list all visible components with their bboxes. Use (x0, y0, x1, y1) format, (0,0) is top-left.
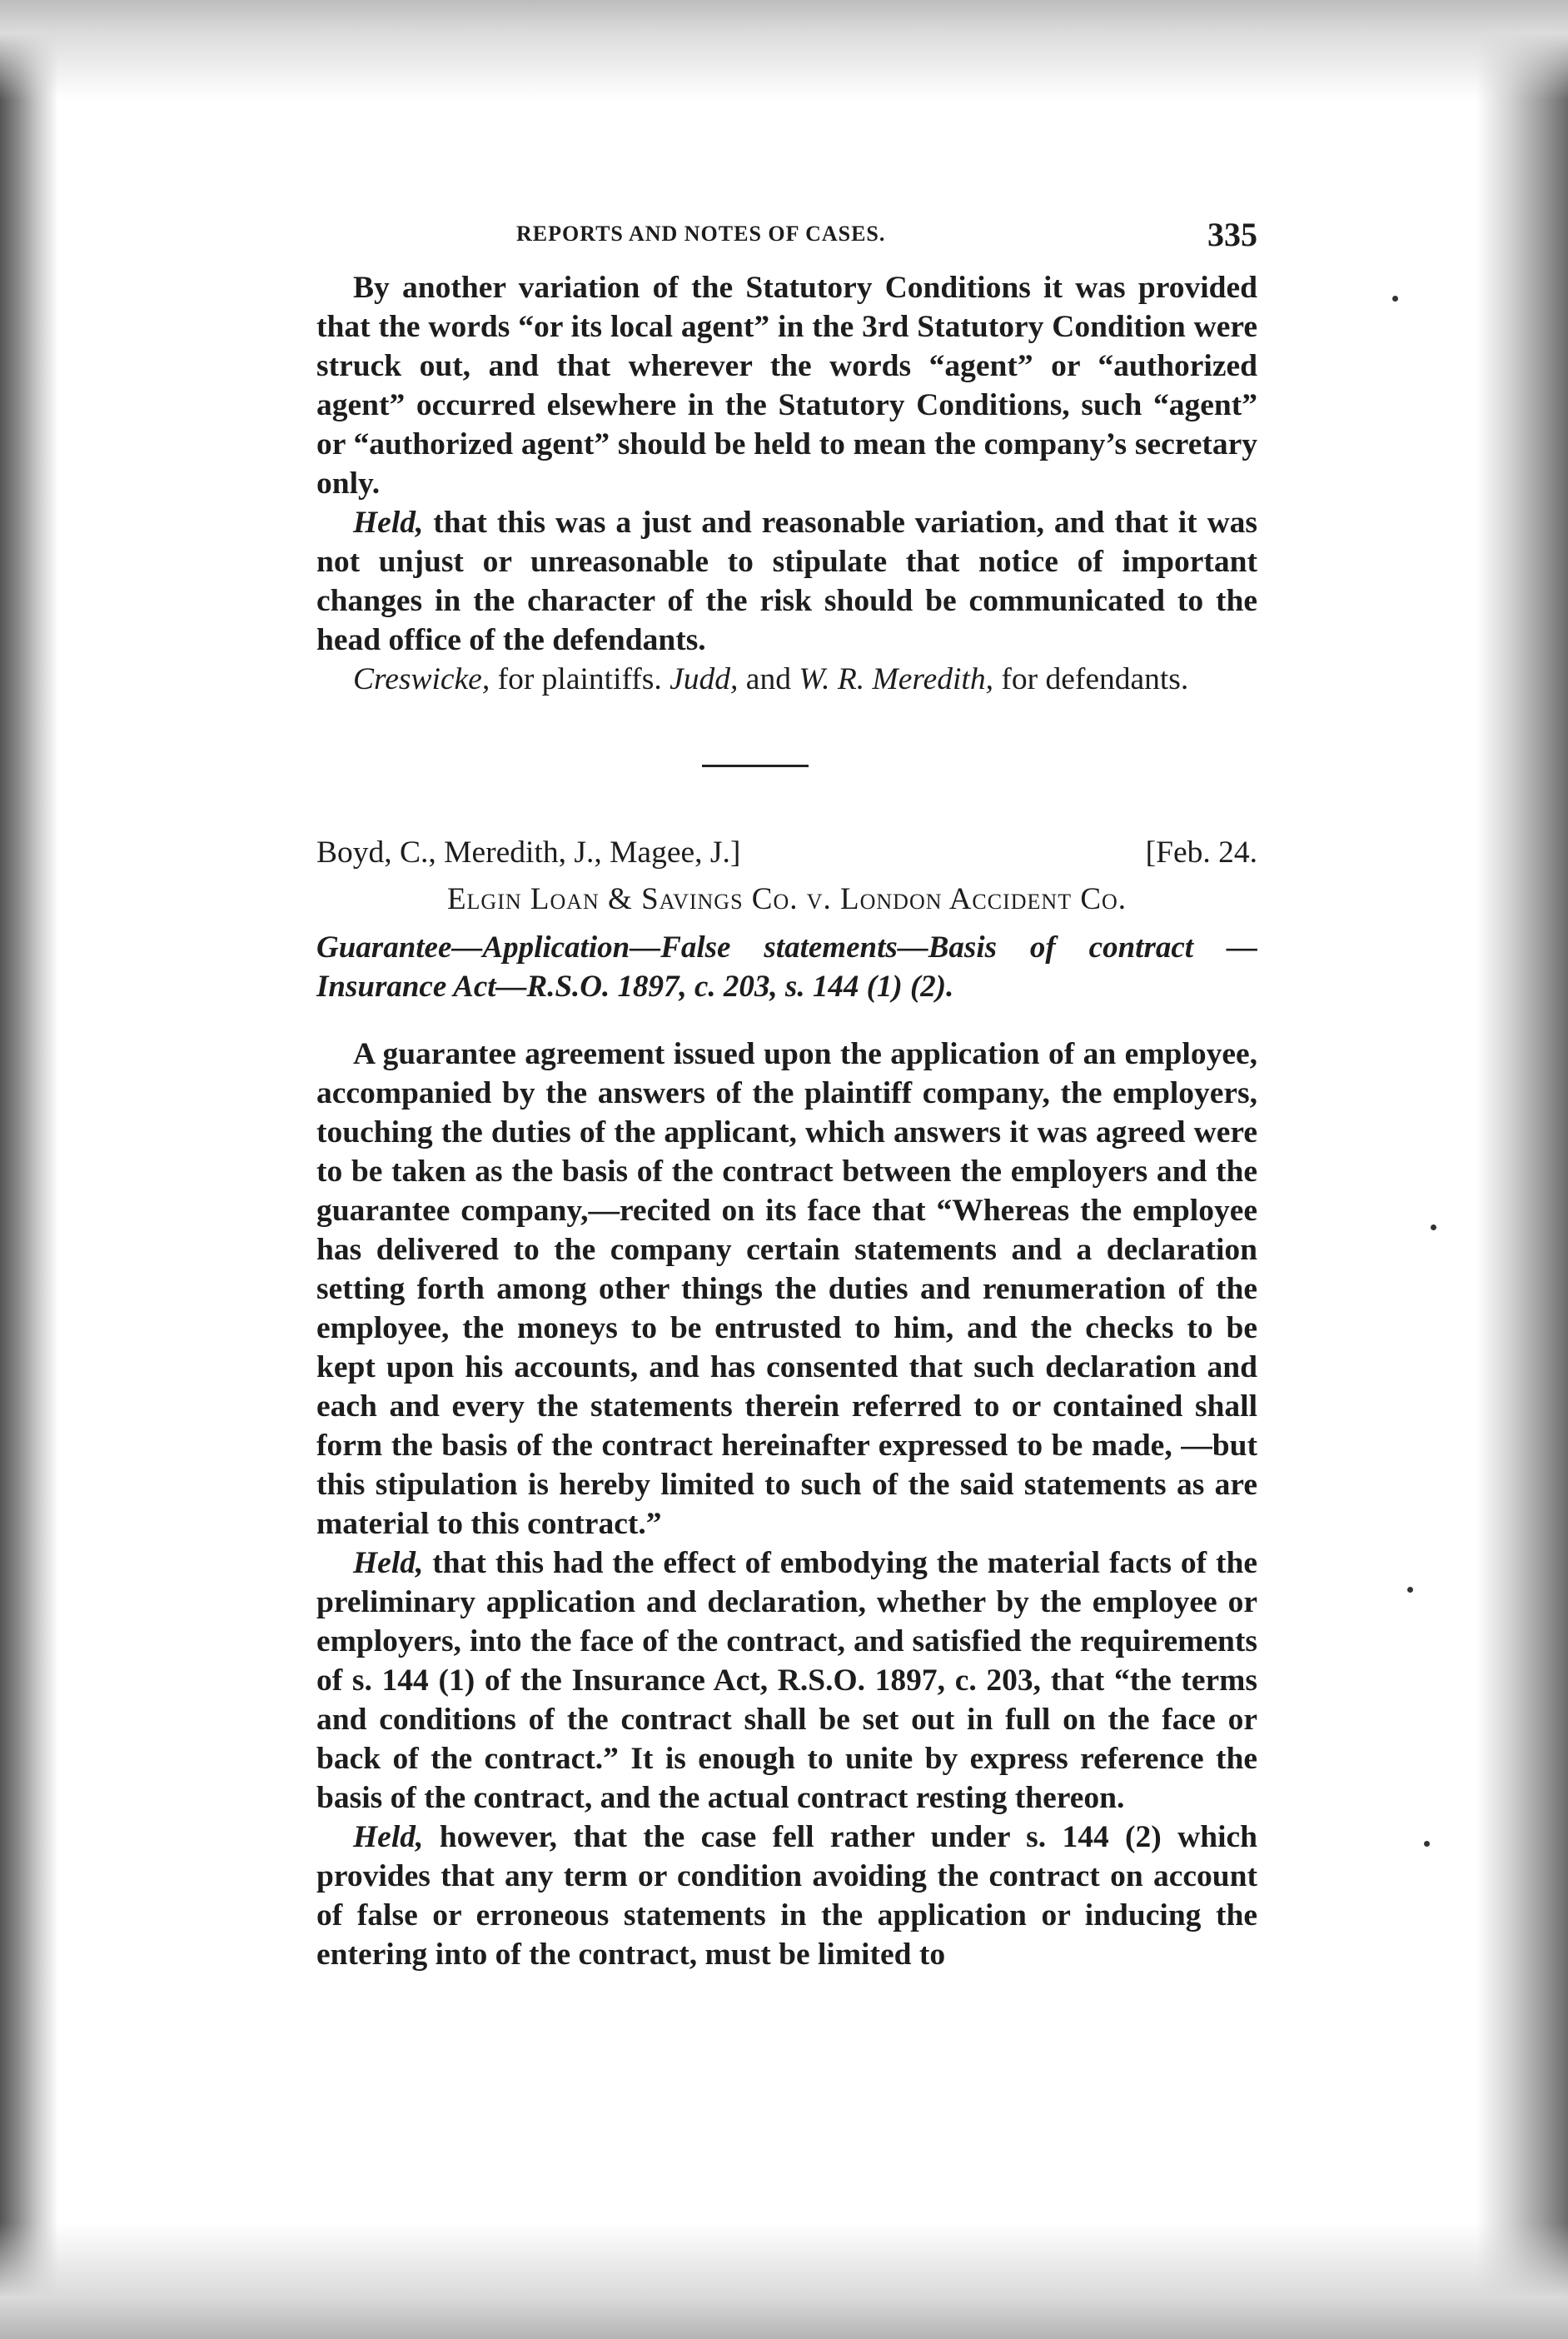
scan-edge-left (0, 0, 58, 2339)
case-date: [Feb. 24. (1145, 835, 1257, 870)
held-text: that this was a just and reasonable variation, and that it was not unjust or unreasonable to stipulate that notice of important changes in the character of the risk should be communicated to the head office of the defendants. (316, 506, 1257, 657)
scan-speck (1424, 1841, 1430, 1847)
case-held (316, 1818, 1257, 1974)
prior-case-text (316, 268, 1257, 699)
counsel-line (316, 660, 1257, 699)
case-bench: Boyd, C., Meredith, J., Magee, J.] (316, 835, 741, 870)
held-text: however, that the case fell rather under s. 144 (2) which provides that any term or condition avoiding the contract on account of false or erroneous statements in the application or inducing the entering into of the contract, must be limited to (316, 1820, 1257, 1972)
prior-case-paragraph: By another variation of the Statutory Conditions it was provided that the words “or its local agent” in the 3rd Statutory Condition were struck out, and that wherever the words “agent” or “authorized agent” occurred elsewhere in the Statutory Conditions, such “agent” or “authorized agent” should be held to mean the company’s secretary only. (316, 271, 1257, 501)
case-name: Elgin Loan & Savings Co. v. London Accident Co. (446, 882, 1127, 916)
scan-speck (1407, 1587, 1413, 1593)
scan-speck (1392, 296, 1398, 302)
counsel-text: for defendants. (993, 662, 1189, 696)
scan-edge-bottom (0, 2222, 1568, 2339)
counsel-name: Judd, (670, 662, 739, 696)
scan-edge-right (1476, 0, 1568, 2339)
held-text: that this had the effect of embodying the material facts of the preliminary application and declaration, whether by the employee or employers, into the face of the contract, and satisfied the requirements of s. 144 (1) of the Insurance Act, R.S.O. 1897, c. 203, that “the terms and conditions of the contract shall be set out in full on the face or back of the contract.” It is enough to unite by express reference the basis of the contract, and the actual contract resting thereon. (316, 1546, 1257, 1815)
case-held (316, 1544, 1257, 1818)
page-number: 335 (1207, 216, 1257, 253)
counsel-text: for plaintiffs. (490, 662, 670, 696)
prior-case-held (316, 503, 1257, 660)
held-label: Held, (353, 506, 424, 540)
scan-speck (1431, 1224, 1436, 1230)
scan-edge-top (0, 0, 1568, 100)
held-label: Held, (353, 1820, 424, 1854)
counsel-text: and (738, 662, 799, 696)
case-text (316, 1035, 1257, 1974)
counsel-name: Creswicke, (353, 662, 490, 696)
counsel-name: W. R. Meredith, (799, 662, 993, 696)
held-label: Held, (353, 1546, 424, 1580)
case-paragraph: A guarantee agreement issued upon the application of an employee, accompanied by the answers of the plaintiff company, the employers, touching the duties of the applicant, which answers it was agreed were to be taken as the basis of the contract between the employers and the guarantee company,—recited on its face that “Whereas the employee has delivered to the company certain statements and a declaration setting forth among other things the duties and renumeration of the employee, the moneys to be entrusted to him, and the checks to be kept upon his accounts, and has consented that such declaration and each and every the statements therein referred to or contained shall form the basis of the contract hereinafter expressed to be made, —but this stipulation is hereby limited to such of the said statements as are material to this contract.” (316, 1037, 1257, 1541)
running-title: REPORTS AND NOTES OF CASES. (516, 222, 886, 246)
section-divider (702, 765, 809, 767)
running-head (316, 215, 1257, 257)
case-headnote: Guarantee—Application—False statements—Basis of contract —Insurance Act—R.S.O. 1897, c. 203, s. 144 (1) (2). (316, 930, 1257, 1004)
